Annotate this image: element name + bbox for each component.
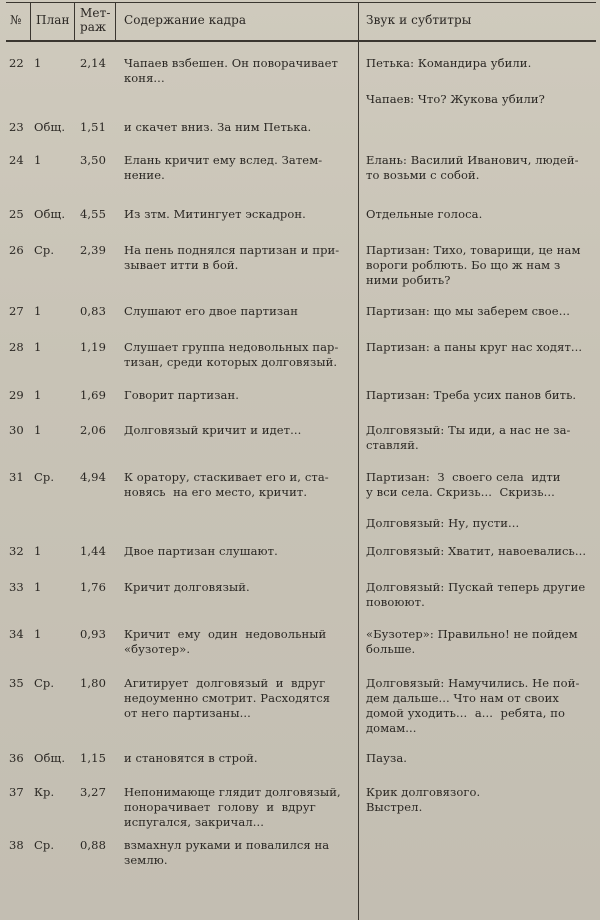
- row-num: 23: [9, 120, 24, 134]
- row-metr: 3,50: [80, 153, 107, 167]
- row-metr: 1,80: [80, 676, 107, 690]
- row-num: 34: [9, 627, 24, 641]
- row-metr: 2,39: [80, 243, 107, 257]
- row-plan: Общ.: [34, 751, 66, 765]
- row-content: Двое партизан слушают.: [124, 544, 278, 558]
- row-metr: 1,44: [80, 544, 107, 558]
- row-content: Чапаев взбешен. Он поворачивает коня...: [124, 56, 338, 85]
- row-content: Из зтм. Митингует эскадрон.: [124, 207, 306, 221]
- row-plan: Ср.: [34, 243, 55, 257]
- row-sound: Долговязый: Ты иди, а нас не за- ставляй.: [366, 423, 571, 452]
- col-rule-1: [30, 2, 31, 42]
- row-content: Слушают его двое партизан: [124, 304, 299, 318]
- row-num: 33: [9, 580, 24, 594]
- col-rule-2: [74, 2, 75, 42]
- row-metr: 4,55: [80, 207, 107, 221]
- header-content: Содержание кадра: [124, 13, 247, 27]
- row-content: Елань кричит ему вслед. Затем- нение.: [124, 153, 323, 182]
- row-plan: 1: [34, 56, 42, 70]
- row-sound: Долговязый: Пускай теперь другие повоюют.: [366, 580, 586, 609]
- row-content: Кричит долговязый.: [124, 580, 250, 594]
- row-plan: 1: [34, 627, 42, 641]
- row-num: 36: [9, 751, 24, 765]
- row-sound-extra: Чапаев: Что? Жукова убили?: [366, 92, 545, 106]
- row-plan: Ср.: [34, 470, 55, 484]
- table-top-rule: [6, 2, 596, 3]
- row-content: и скачет вниз. За ним Петька.: [124, 120, 312, 134]
- row-content: Долговязый кричит и идет...: [124, 423, 302, 437]
- header-metr: Мет- раж: [80, 6, 111, 34]
- row-plan: 1: [34, 544, 42, 558]
- row-num: 27: [9, 304, 24, 318]
- row-sound-extra: Долговязый: Ну, пусти...: [366, 516, 520, 530]
- row-content: К оратору, стаскивает его и, ста- новясь на его место, кричит.: [124, 470, 329, 499]
- row-num: 28: [9, 340, 24, 354]
- row-plan: Ср.: [34, 838, 55, 852]
- row-content: и становятся в строй.: [124, 751, 258, 765]
- row-plan: 1: [34, 423, 42, 437]
- row-plan: 1: [34, 153, 42, 167]
- row-num: 26: [9, 243, 24, 257]
- row-sound: Петька: Командира убили.: [366, 56, 532, 70]
- row-sound: Долговязый: Намучились. Не пой- дем дальше... Что нам от своих домой уходить... а... ребята, по домам...: [366, 676, 580, 735]
- row-sound: Партизан: що мы заберем свое...: [366, 304, 570, 318]
- row-plan: Общ.: [34, 207, 66, 221]
- row-sound: Елань: Василий Иванович, людей- то возьми с собой.: [366, 153, 579, 182]
- row-content: взмахнул руками и повалился на землю.: [124, 838, 330, 867]
- row-content: Агитирует долговязый и вдруг недоуменно смотрит. Расходятся от него партизаны...: [124, 676, 331, 720]
- row-metr: 1,15: [80, 751, 107, 765]
- row-metr: 2,14: [80, 56, 107, 70]
- row-metr: 1,51: [80, 120, 107, 134]
- row-content: Слушает группа недовольных пар- тизан, среди которых долговязый.: [124, 340, 339, 369]
- header-num: №: [10, 13, 22, 27]
- row-metr: 1,76: [80, 580, 107, 594]
- row-content: На пень поднялся партизан и при- зывает итти в бой.: [124, 243, 340, 272]
- header-rule: [6, 40, 596, 42]
- col-rule-4: [358, 2, 359, 920]
- row-sound: Пауза.: [366, 751, 408, 765]
- row-num: 37: [9, 785, 24, 799]
- row-num: 38: [9, 838, 24, 852]
- row-plan: Ср.: [34, 676, 55, 690]
- row-content: Непонимающе глядит долговязый, понорачивает голову и вдруг испугался, закричал...: [124, 785, 341, 829]
- row-num: 35: [9, 676, 24, 690]
- row-sound: Партизан: Треба усих панов бить.: [366, 388, 577, 402]
- row-sound: Партизан: а паны круг нас ходят...: [366, 340, 583, 354]
- row-sound: Партизан: Тихо, товарищи, це нам вороги роблють. Бо що ж нам з ними робить?: [366, 243, 581, 287]
- row-num: 25: [9, 207, 24, 221]
- row-plan: 1: [34, 580, 42, 594]
- row-sound: Долговязый: Хватит, навоевались...: [366, 544, 587, 558]
- row-plan: Кр.: [34, 785, 55, 799]
- row-num: 29: [9, 388, 24, 402]
- row-sound: «Бузотер»: Правильно! не пойдем больше.: [366, 627, 578, 656]
- row-num: 22: [9, 56, 24, 70]
- row-num: 24: [9, 153, 24, 167]
- row-metr: 0,83: [80, 304, 107, 318]
- row-plan: Общ.: [34, 120, 66, 134]
- row-metr: 2,06: [80, 423, 107, 437]
- row-plan: 1: [34, 304, 42, 318]
- header-plan: План: [36, 13, 70, 27]
- row-content: Говорит партизан.: [124, 388, 240, 402]
- row-num: 31: [9, 470, 24, 484]
- row-metr: 0,93: [80, 627, 107, 641]
- row-content: Кричит ему один недовольный «бузотер».: [124, 627, 327, 656]
- col-rule-3: [115, 2, 116, 42]
- row-plan: 1: [34, 340, 42, 354]
- row-metr: 0,88: [80, 838, 107, 852]
- row-metr: 3,27: [80, 785, 107, 799]
- row-num: 30: [9, 423, 24, 437]
- header-sound: Звук и субтитры: [366, 13, 472, 27]
- row-plan: 1: [34, 388, 42, 402]
- row-metr: 1,69: [80, 388, 107, 402]
- row-metr: 1,19: [80, 340, 107, 354]
- row-num: 32: [9, 544, 24, 558]
- row-sound: Партизан: З своего села идти у вси села. Скризь... Скризь...: [366, 470, 561, 499]
- row-sound: Отдельные голоса.: [366, 207, 483, 221]
- row-sound: Крик долговязого. Выстрел.: [366, 785, 481, 814]
- row-metr: 4,94: [80, 470, 107, 484]
